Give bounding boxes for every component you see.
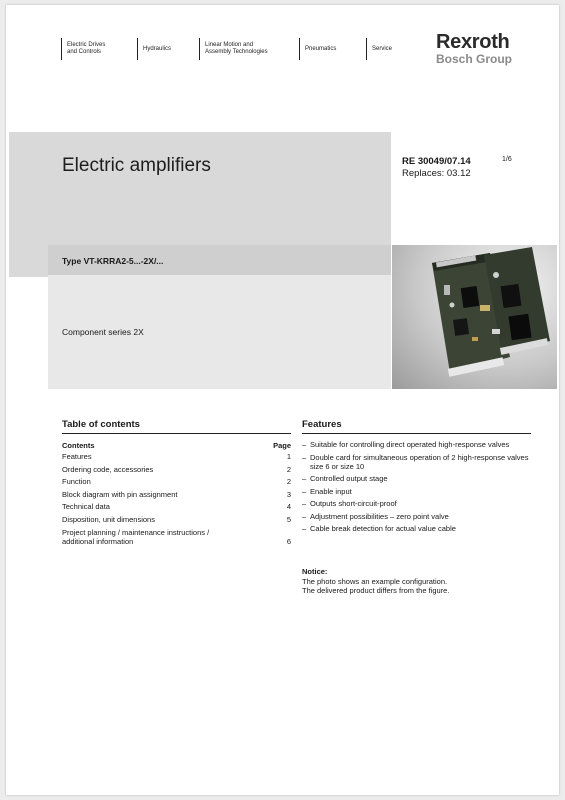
feature-text: Outputs short-circuit-proof: [310, 499, 397, 508]
feature-item: – Controlled output stage: [302, 474, 388, 483]
toc-row[interactable]: [62, 502, 291, 515]
product-photo: [392, 245, 557, 389]
toc-row-page: 1: [286, 452, 291, 461]
feature-text: Cable break detection for actual value cable: [310, 524, 456, 533]
nav-electric-drives[interactable]: Electric Drives and Controls: [61, 38, 105, 60]
component-series: Component series 2X: [62, 327, 144, 337]
toc-row-page: 2: [286, 477, 291, 487]
toc-row[interactable]: [62, 465, 291, 478]
toc-row-label: Function: [62, 477, 91, 487]
nav-pneumatics[interactable]: Pneumatics: [299, 38, 336, 60]
type-label: Type VT-KRRA2-5...-2X/...: [62, 256, 164, 266]
notice-text: The photo shows an example configuration. The delivered product differs from the figure.: [302, 577, 450, 595]
feature-item: – Adjustment possibilities – zero point valve: [302, 511, 449, 521]
table-of-contents: [62, 419, 291, 546]
notice-box: [302, 567, 531, 595]
toc-row-page: 4: [286, 502, 291, 512]
toc-header-row: [62, 441, 291, 452]
toc-row-label: Technical data: [62, 502, 110, 512]
replaces-reference: Replaces: 03.12: [402, 168, 471, 179]
header-nav: [61, 38, 393, 60]
feature-item: – Outputs short-circuit-proof: [302, 499, 397, 508]
brand-name: Rexroth: [436, 31, 510, 53]
feature-text: Controlled output stage: [310, 474, 388, 483]
features-section: [302, 419, 531, 537]
toc-row[interactable]: [62, 490, 291, 503]
feature-text: Adjustment possibilities – zero point valve: [310, 511, 449, 521]
nav-service[interactable]: Service: [366, 38, 392, 60]
toc-row-label: Disposition, unit dimensions: [62, 514, 155, 524]
toc-row[interactable]: [62, 528, 291, 546]
toc-row-label: Ordering code, accessories: [62, 464, 154, 474]
toc-row-page: 5: [286, 514, 291, 524]
toc-row[interactable]: [62, 515, 291, 528]
document-reference: RE 30049/07.14: [402, 156, 471, 167]
toc-heading: Table of contents: [62, 419, 291, 434]
toc-row[interactable]: [62, 477, 291, 490]
feature-item: – Suitable for controlling direct operated high-response valves: [302, 440, 510, 449]
page-number: 1/6: [502, 156, 512, 163]
nav-hydraulics[interactable]: Hydraulics: [137, 38, 171, 60]
feature-item: – Enable input: [302, 486, 352, 496]
toc-row-label: Project planning / maintenance instructions / additional information: [62, 527, 210, 546]
feature-text: Enable input: [310, 486, 352, 496]
toc-row-page: 2: [286, 464, 291, 474]
circuit-board-image: [392, 245, 557, 389]
features-heading: Features: [302, 419, 531, 434]
feature-text: Suitable for controlling direct operated high-response valves: [310, 440, 510, 449]
toc-row-label: Features: [62, 452, 92, 461]
toc-row-page: 3: [286, 489, 291, 499]
brand-subtitle: Bosch Group: [436, 52, 513, 66]
toc-row-label: Block diagram with pin assignment: [62, 489, 178, 499]
page-title: Electric amplifiers: [62, 155, 211, 176]
document-page: [6, 5, 559, 795]
nav-linear-motion[interactable]: Linear Motion and Assembly Technologies: [199, 38, 268, 60]
toc-row-page: 6: [286, 536, 291, 546]
feature-text: Double card for simultaneous operation of 2 high-response valves size 6 or size 10: [310, 452, 529, 471]
feature-item: – Double card for simultaneous operation of 2 high-response valves size 6 or size 10: [302, 453, 531, 471]
feature-item: – Cable break detection for actual value cable: [302, 524, 456, 533]
features-list: [302, 440, 531, 533]
notice-heading: Notice:: [302, 567, 328, 576]
toc-col-contents: Contents: [62, 441, 95, 450]
brand-logo: [436, 32, 546, 66]
toc-col-page: Page: [273, 441, 291, 450]
toc-row[interactable]: [62, 452, 291, 465]
